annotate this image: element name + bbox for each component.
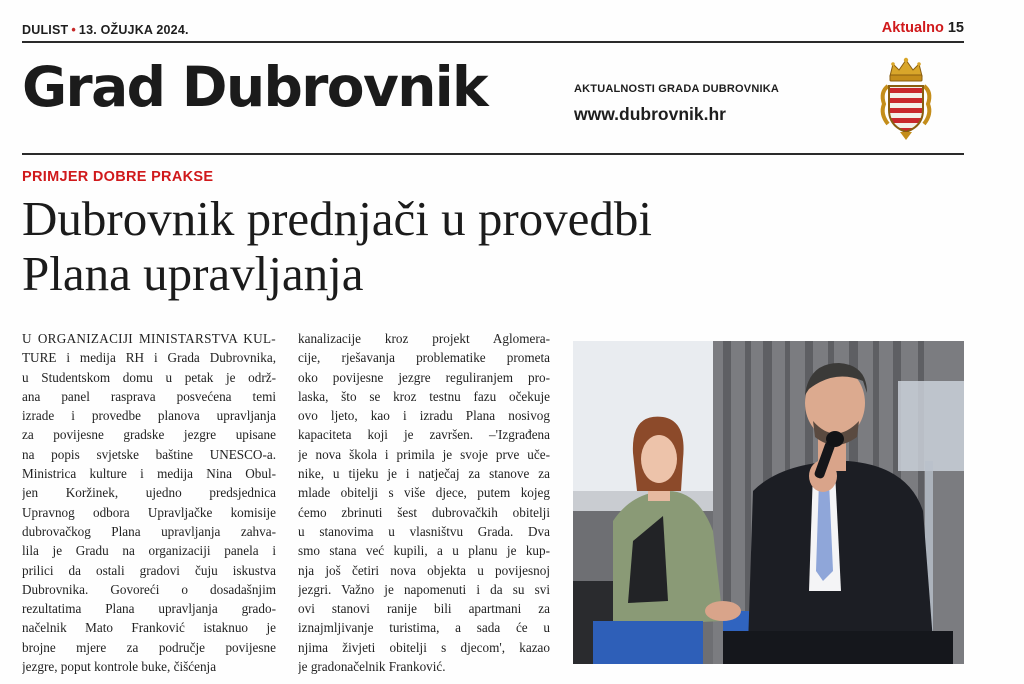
issue-info: DULIST • 13. OŽUJKA 2024. (22, 23, 189, 37)
article-headline (22, 191, 962, 301)
article-line: u Studentskom domu u petak je održ- (22, 369, 276, 385)
article-photo (573, 341, 964, 664)
article-line: nja još četiri nova objekta u povijesnoj (298, 562, 550, 578)
issue-date: 13. OŽUJKA 2024. (78, 23, 189, 37)
article-line: je nova škola i primila je svoje prve uče- (298, 446, 550, 462)
article-line: jezgre, poput kontrole buke, čišćenja (22, 659, 217, 675)
article-line: oko povijesne jezgre reguliranjem pro- (298, 369, 550, 385)
article-line: U ORGANIZACIJI MINISTARSTVA KUL- (22, 331, 276, 346)
masthead-title: Grad Dubrovnik (22, 55, 488, 119)
article-line: je gradonačelnik Franković. (298, 659, 446, 675)
article-line: jen Koržinek, ujedno predsjednica (22, 485, 276, 501)
article-kicker: PRIMJER DOBRE PRAKSE (22, 169, 214, 185)
article-line: smo stana već kupili, a u planu je kup- (298, 543, 550, 559)
masthead-tagline: AKTUALNOSTI GRADA DUBROVNIKA (574, 83, 780, 95)
headline-line-2: Plana upravljanja (22, 246, 364, 301)
article-line: Upravnog odbora Upravljačke komisije (22, 504, 276, 520)
article-line: ovi stanovi ranije bili apartmani za (298, 601, 550, 617)
article-line: kapaciteta koji je završen. –'Izgrađena (298, 427, 550, 443)
masthead-divider (22, 153, 964, 155)
article-line: Dubrovnika. Govoreći o dosadašnjim (22, 581, 276, 597)
article-line: ovo ljeto, kao i izradu Plana nosivog (298, 408, 550, 424)
top-divider (22, 41, 964, 43)
article-line: rezultatima Plana upravljanja grado- (22, 601, 276, 617)
article-line: cije, rješavanja problematike prometa (298, 350, 550, 366)
article-line: na popis svjetske baštine UNESCO-a. (22, 446, 276, 462)
page-number: 15 (947, 20, 964, 36)
article-line: jezgri. Važno je napomenuti i da su svi (298, 581, 550, 597)
dubrovnik-coat-of-arms-icon (876, 52, 936, 142)
section-page (882, 20, 964, 36)
article-line: njima živjeti obitelji s djecom', kazao (298, 639, 550, 655)
article-line: Ministrica kulture i medija Nina Obul- (22, 466, 276, 482)
website-link[interactable]: www.dubrovnik.hr (574, 104, 726, 124)
article-line: ćemo zbrinuti šest dubrovačkih obitelji (298, 504, 550, 520)
article-line: laska, što se kroz testnu fazu očekuje (298, 388, 550, 404)
article-line: nike, u tijeku je i natječaj za stanove za (298, 466, 550, 482)
top-bar (22, 20, 964, 38)
article-line: mlade obitelji s više djece, putem kojeg (298, 485, 550, 501)
article-line: za povijesne gradske jezgre upisane (22, 427, 276, 443)
article-line: iznajmljivanje turistima, a sada će u (298, 620, 550, 636)
headline-line-1: Dubrovnik prednjači u provedbi (22, 191, 653, 246)
section-name: Aktualno (881, 20, 944, 36)
article-line: lila je Gradu na organizaciji panela i (22, 543, 276, 559)
article-line: načelnik Mato Franković istaknuo je (22, 620, 276, 636)
article-line: prilici da ostali gradovi čuju iskustva (22, 562, 276, 578)
article-column-1 (22, 329, 276, 676)
article-line: TURE i medija RH i Grada Dubrovnika, (22, 350, 276, 366)
article-line: kanalizacije kroz projekt Aglomera- (298, 331, 550, 346)
article-line: brojne mjere za područje povijesne (22, 639, 276, 655)
publication-name: DULIST (22, 23, 69, 37)
article-line: ana panel rasprava posvećena temi (22, 388, 276, 404)
article-line: izrade i provedbe planova upravljanja (22, 408, 276, 424)
article-line: dubrovačkog Plana upravljanja zahva- (22, 523, 276, 539)
article-column-2 (298, 329, 550, 676)
article-line: u stanovima u vlasništvu Grada. Dva (298, 523, 550, 539)
